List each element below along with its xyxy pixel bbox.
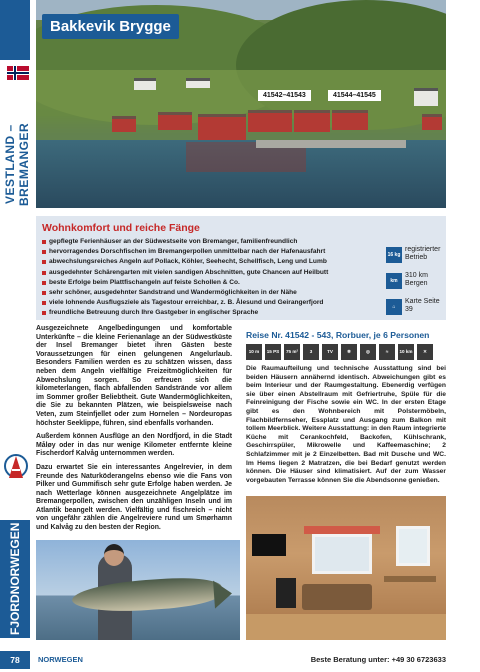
list-item: gepflegte Ferienhäuser an der Südwestseite von Bremanger, familienfreundlich <box>42 237 382 247</box>
page-number: 78 <box>0 651 30 669</box>
paragraph: Außerdem können Ausflüge an den Nordfjord, in die Stadt Måløy oder in das nur wenige Kilometer entfernte kleine Fischerdorf Kalvåg unternommen werden. <box>36 433 232 458</box>
fish-freezer-icon: ❄ <box>341 344 357 360</box>
distance-km-icon: 10 km <box>398 344 414 360</box>
object-number-tag: 41544–41545 <box>328 90 381 101</box>
description-text <box>36 325 232 538</box>
boat-length-icon: 10 m <box>246 344 262 360</box>
list-item: freundliche Betreuung durch Ihre Gastgeber in englischer Sprache <box>42 308 382 318</box>
highlights-list <box>42 237 382 319</box>
list-item: ausgedehnter Schärengarten mit vielen sandigen Abschnitten, gute Chancen auf Heilbutt <box>42 268 382 278</box>
tv-icon: TV <box>322 344 338 360</box>
footer-contact[interactable]: Beste Beratung unter: +49 30 6723633 <box>310 655 446 664</box>
page-title: Bakkevik Brygge <box>42 14 179 39</box>
side-band <box>0 0 30 672</box>
side-strip-top <box>0 0 30 60</box>
map-icon: ⌂ <box>386 299 402 315</box>
fact-map[interactable]: ⌂ Karte Seite 39 <box>386 298 446 322</box>
washing-machine-icon: ◎ <box>360 344 376 360</box>
fact-distance: km 310 km Bergen <box>386 272 446 296</box>
bedroom-icon: 3 <box>303 344 319 360</box>
list-item: viele lohnende Ausflugsziele als Tagestour erreichbar, z. B. Ålesund und Geirangerfjord <box>42 298 382 308</box>
highlights-title: Wohnkomfort und reiche Fänge <box>42 222 200 234</box>
highlights-box <box>36 216 446 320</box>
no-pets-icon: ✕ <box>417 344 433 360</box>
fact-registered: 16 kg registrierter Betrieb <box>387 246 441 261</box>
country-region-label: FJORDNORWEGEN <box>0 520 30 638</box>
living-room-photo <box>246 496 446 640</box>
registered-operator-icon: 16 kg <box>386 247 402 263</box>
sqm-icon: 75 m² <box>284 344 300 360</box>
amenity-icons <box>246 344 446 361</box>
dock <box>256 140 406 148</box>
brand-a-logo-icon <box>4 452 28 482</box>
list-item: hervorragendes Dorschfischen im Bremangerpollen unmittelbar nach der Hafenausfahrt <box>42 247 382 257</box>
paragraph: Dazu erwartet Sie ein interessantes Angelrevier, in dem Freunde des Naturköderangelns ebenso wie die Fans von Pilker und Gummifisch sehr gute Erfolge haben werden. Je nach Wetterlage können ausgezeichnete Angelplätze im Bremangerpollen, zwischen den unzähligen Inseln und im Atlantik beangelt werden. Vielfältig und fischreich – nicht von ungefähr zählen die Angelreviere rund um Smørhamn und Kalvåg zu den besten der Region. <box>36 463 232 532</box>
paragraph: Ausgezeichnete Angelbedingungen und komfortable Unterkünfte – die kleine Ferienanlage an der Südwestküste der Insel Bremanger bietet ihren Gästen beste Voraussetzungen für einen gelungenen Angelurlaub. Besonders Familien werden es zu schätzen wissen, dass neben dem Angeln vielfältige Freizeitmöglichkeiten für Abwechslung sorgen. So erfreuen sich die kilometerlangen, flach abfallenden Sandstrände vor allem im Sommer großer Beliebtheit. Gute Wandermöglichkeiten, die Sie zu bekannten Plätzen, wie beispielsweise nach Veten, zum Steinfjellet oder zum Hornelen – Nordeuropas höchster Seeklippe, führen, sind ebenfalls vorhanden. <box>36 325 232 427</box>
wifi-icon: ≈ <box>379 344 395 360</box>
hero-photo <box>36 0 446 208</box>
offer-section <box>246 330 446 485</box>
offer-description: Die Raumaufteilung und technische Ausstattung sind bei beiden Häusern annähernd identisch. Abweichungen gibt es beim Interieur und der Raumgestaltung. Ebenerdig verfügen sie über einen Abstellraum mit Gefriertruhe, Spüle für die Feinreinigung der Fische sowie ein WC. In der ersten Etage gibt es den Wohnbereich mit Polstermöbeln, Flachbildfernseher, Essplatz und Ausgang zum Balkon mit tollem Meerblick. Weitere Ausstattung: in den Raum integrierte Küche mit Cerankochfeld, Backofen, Kühlschrank, Geschirrspüler, Mikrowelle und Kaffeemaschine; 2 Schlafzimmer mit je 2 Einzelbetten. Bad mit Dusche und WC. Im Hems liegen 2 Matratzen, die bei Bedarf genutzt werden können. Die Häuser sind klimatisiert. Auf der zum Wasser vorgebauten Terrasse können Sie die Abendsonne genießen. <box>246 365 446 484</box>
engine-hp-icon: 15 PS <box>265 344 281 360</box>
norway-flag-icon <box>7 66 29 80</box>
list-item: sehr schöner, ausgedehnter Sandstrand und Wandermöglichkeiten in der Nähe <box>42 288 382 298</box>
offer-title: Reise Nr. 41542 - 543, Rorbuer, je 6 Personen <box>246 330 430 340</box>
region-label: VESTLAND – BREMANGER <box>3 122 31 206</box>
list-item: abwechslungsreiches Angeln auf Pollack, Köhler, Seehecht, Schellfisch, Leng und Lumb <box>42 257 382 267</box>
distance-icon: km <box>386 273 402 289</box>
page-footer <box>0 645 480 672</box>
facts-panel <box>386 246 446 324</box>
object-number-tag: 41542–41543 <box>258 90 311 101</box>
angler-photo <box>36 540 240 640</box>
footer-section: NORWEGEN <box>38 655 83 664</box>
list-item: beste Erfolge beim Plattfischangeln auf feiste Schollen & Co. <box>42 278 382 288</box>
